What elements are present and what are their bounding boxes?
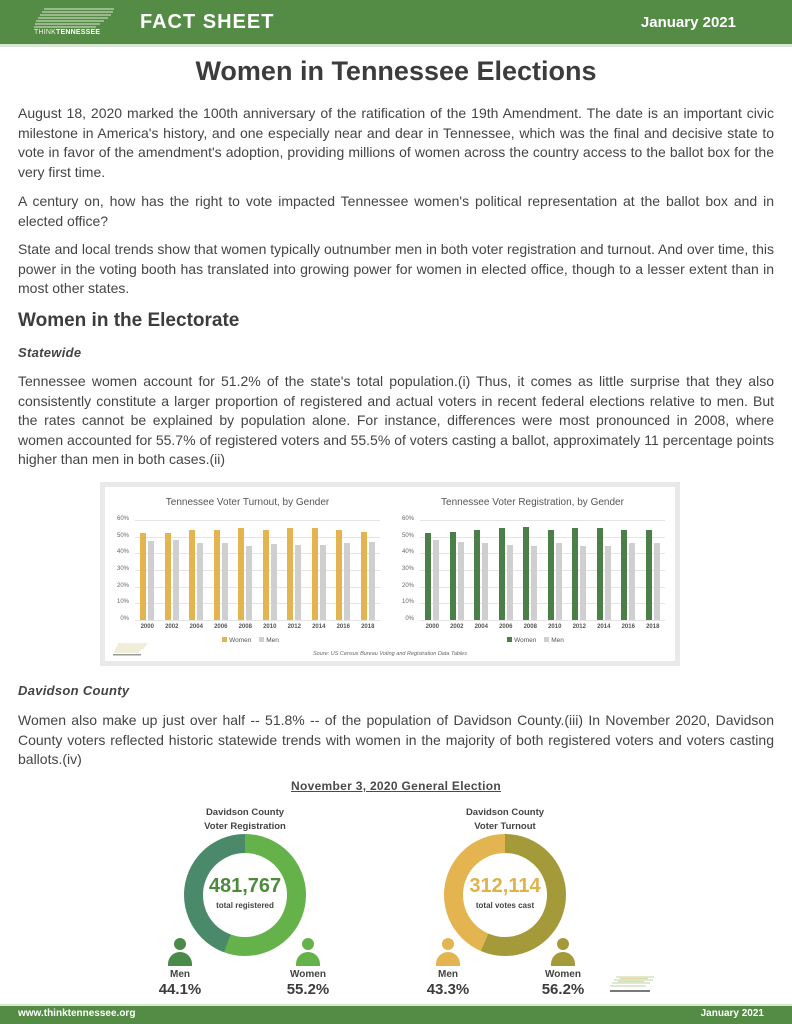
men-person-icon xyxy=(167,938,193,966)
bar-women xyxy=(572,528,578,621)
x-axis-tick: 2004 xyxy=(474,624,488,630)
bar-women xyxy=(450,532,456,620)
bar-men xyxy=(197,543,203,620)
women-label: Women xyxy=(290,969,326,980)
bar-group-2014 xyxy=(597,520,611,620)
header-date: January 2021 xyxy=(640,14,736,31)
bar-men xyxy=(433,540,439,620)
bar-men xyxy=(173,540,179,620)
bar-women xyxy=(336,530,342,620)
bar-women xyxy=(263,530,269,620)
x-axis-tick: 2018 xyxy=(646,624,660,630)
y-axis-tick: 10% xyxy=(401,599,414,606)
x-axis-tick: 2000 xyxy=(140,624,154,630)
intro-paragraph-3: State and local trends show that women typically outnumber men in both voter registration and turnout. And over time, this power in the voting booth has translated into growing power for women in elected office, though to a lesser extent than in most other states. xyxy=(18,241,774,296)
men-percentage: 44.1% xyxy=(158,981,202,998)
bar-women xyxy=(165,533,171,620)
y-axis-tick: 30% xyxy=(116,566,129,572)
bar-men xyxy=(246,546,252,620)
bar-group-2008 xyxy=(523,520,537,620)
x-axis-tick: 2016 xyxy=(621,624,635,630)
bar-women xyxy=(312,528,318,620)
women-label: Women xyxy=(545,969,581,980)
fact-sheet-label: FACT SHEET xyxy=(140,11,275,33)
bar-group-2000 xyxy=(425,520,439,620)
intro-paragraph-2: A century on, how has the right to vote impacted Tennessee women's political representation at the ballot box and in elected office? xyxy=(18,193,774,229)
bar-men xyxy=(556,543,562,620)
bar-group-2006 xyxy=(214,520,228,620)
bar-men xyxy=(605,546,611,620)
chart-plot-area xyxy=(401,516,665,622)
chart-source-note: Soure: US Census Bureau Voting and Registration Data Tables xyxy=(313,651,467,657)
bar-women xyxy=(361,532,367,620)
header-bar xyxy=(0,0,792,44)
women-percentage: 55.2% xyxy=(286,981,330,998)
bar-group-2012 xyxy=(287,520,301,620)
bar-group-2016 xyxy=(336,520,350,620)
x-axis-tick: 2014 xyxy=(312,624,326,630)
bar-men xyxy=(369,542,375,620)
bar-group-2018 xyxy=(361,520,375,620)
bar-women xyxy=(499,528,505,620)
legend-swatch-men xyxy=(544,637,549,642)
chart-plot-area xyxy=(116,516,380,622)
bar-group-2002 xyxy=(165,520,179,620)
section-heading-electorate: Women in the Electorate xyxy=(18,310,240,331)
y-axis-tick: 40% xyxy=(116,549,129,556)
subheading-davidson-county: Davidson County xyxy=(18,683,130,698)
bar-men xyxy=(531,546,537,620)
registration-donut-block xyxy=(120,806,370,1001)
election-title: November 3, 2020 General Election xyxy=(291,779,501,793)
x-axis-tick: 2008 xyxy=(523,624,537,630)
x-axis-tick: 2002 xyxy=(165,624,179,630)
footer-date: January 2021 xyxy=(700,1008,764,1019)
bar-group-2006 xyxy=(499,520,513,620)
bar-group-2016 xyxy=(621,520,635,620)
bar-women xyxy=(523,527,529,620)
women-person-icon xyxy=(550,938,576,966)
page-title: Women in Tennessee Elections xyxy=(195,56,597,86)
logo-wordmark: THINKTENNESSEE xyxy=(34,29,101,36)
bar-men xyxy=(222,543,228,620)
gridline xyxy=(420,620,665,621)
turnout-total-label: total votes cast xyxy=(475,901,535,910)
y-axis-tick: 30% xyxy=(401,566,414,572)
statewide-paragraph: Tennessee women account for 51.2% of the state's total population.(i) Thus, it comes as little surprise that they also consistently constitute a larger proportion of registered and actual voters in recent federal elections relative to men. But the rates cannot be explained by population alone. For instance, differences were most pronounced in 2008, where women accounted for 55.7% of registered voters and 55.5% of voters casting a ballot, approximately 11 percentage points higher than men in both cases.(ii) xyxy=(18,373,774,467)
y-axis-tick: 60% xyxy=(401,516,414,522)
bar-group-2004 xyxy=(189,520,203,620)
y-axis-tick: 50% xyxy=(401,532,414,539)
x-axis-tick: 2012 xyxy=(287,624,301,630)
registration-total: 481,767 xyxy=(208,875,282,897)
legend-swatch-men xyxy=(259,637,264,642)
bar-group-2012 xyxy=(572,520,586,620)
y-axis-tick: 60% xyxy=(116,516,129,522)
bar-women xyxy=(140,533,146,621)
men-label: Men xyxy=(438,969,458,980)
turnout-donut-chart xyxy=(444,834,566,956)
bar-men xyxy=(629,543,635,620)
bar-group-2010 xyxy=(263,520,277,620)
turnout-title: Davidson County Voter Turnout xyxy=(465,807,545,832)
bar-women xyxy=(621,530,627,620)
chart-title: Tennessee Voter Turnout, by Gender xyxy=(165,497,330,508)
bar-women xyxy=(474,530,480,620)
x-axis-tick: 2004 xyxy=(189,624,203,630)
y-axis-tick: 20% xyxy=(401,582,414,589)
bar-men xyxy=(580,546,586,620)
x-axis-tick: 2002 xyxy=(450,624,464,630)
x-axis-tick: 2010 xyxy=(263,624,277,630)
turnout-donut-block xyxy=(380,806,630,1001)
legend-swatch-women xyxy=(222,637,227,642)
bar-women xyxy=(646,530,652,620)
x-axis-tick: 2010 xyxy=(548,624,562,630)
bar-group-2004 xyxy=(474,520,488,620)
x-axis-ticks xyxy=(135,624,380,630)
chart-legend: Women Men xyxy=(390,637,675,644)
y-axis-tick: 40% xyxy=(401,549,414,556)
men-person-icon xyxy=(435,938,461,966)
bar-men xyxy=(654,543,660,620)
bar-men xyxy=(271,544,277,620)
think-tennessee-corner-logo-icon xyxy=(608,975,654,995)
y-axis-tick: 10% xyxy=(116,599,129,606)
header-divider xyxy=(0,44,792,47)
bar-women xyxy=(425,533,431,620)
x-axis-tick: 2014 xyxy=(597,624,611,630)
charts-inner xyxy=(105,487,675,661)
bar-women xyxy=(287,528,293,620)
y-axis-tick: 0% xyxy=(120,616,129,622)
registration-title: Davidson County Voter Registration xyxy=(204,807,286,832)
bar-women xyxy=(597,528,603,621)
chart-legend: Women Men xyxy=(105,637,390,644)
y-axis-tick: 0% xyxy=(405,616,414,622)
x-axis-tick: 2000 xyxy=(425,624,439,630)
footer-bar xyxy=(0,1006,792,1024)
x-axis-tick: 2018 xyxy=(361,624,375,630)
bar-women xyxy=(214,530,220,620)
x-axis-ticks xyxy=(420,624,665,630)
intro-paragraph-1: August 18, 2020 marked the 100th anniversary of the ratification of the 19th Amendment. The date is an important civic milestone in America's history, and one especially near and dear in Tennessee, which was the final and decisive state to vote in favor of the amendment's adoption, providing millions of women across the country access to the ballot box for the very first time. xyxy=(18,105,774,180)
x-axis-tick: 2008 xyxy=(238,624,252,630)
bar-men xyxy=(295,545,301,620)
statewide-charts-panel xyxy=(100,482,680,666)
registration-bar-chart xyxy=(390,487,675,661)
bar-group-2010 xyxy=(548,520,562,620)
x-axis-tick: 2006 xyxy=(214,624,228,630)
legend-swatch-women xyxy=(507,637,512,642)
men-percentage: 43.3% xyxy=(426,981,470,998)
turnout-total: 312,114 xyxy=(469,875,541,897)
footer-website-link[interactable]: www.thinktennessee.org xyxy=(18,1008,136,1019)
bar-women xyxy=(548,530,554,620)
bar-men xyxy=(148,541,154,620)
y-axis-tick: 50% xyxy=(116,532,129,539)
bar-group-2014 xyxy=(312,520,326,620)
davidson-paragraph: Women also make up just over half -- 51.8% -- of the population of Davidson County.(iii) In November 2020, Davidson County voters reflected historic statewide trends with women in the majority of both registered voters and voters casting ballots.(iv) xyxy=(18,712,774,767)
bar-men xyxy=(482,543,488,620)
bar-men xyxy=(344,543,350,620)
gridline xyxy=(135,620,380,621)
bar-men xyxy=(458,542,464,620)
y-axis-tick: 20% xyxy=(116,582,129,589)
bar-men xyxy=(507,545,513,620)
bar-group-2002 xyxy=(450,520,464,620)
x-axis-tick: 2012 xyxy=(572,624,586,630)
chart-title: Tennessee Voter Registration, by Gender xyxy=(441,497,624,508)
registration-total-label: total registered xyxy=(216,901,274,910)
bar-group-2008 xyxy=(238,520,252,620)
registration-donut-chart xyxy=(184,834,306,956)
tennessee-stripes-icon xyxy=(34,7,114,29)
think-tennessee-logo xyxy=(34,7,114,39)
bar-group-2018 xyxy=(646,520,660,620)
x-axis-tick: 2016 xyxy=(336,624,350,630)
bar-group-2000 xyxy=(140,520,154,620)
bar-women xyxy=(238,528,244,621)
women-percentage: 56.2% xyxy=(541,981,585,998)
turnout-bar-chart xyxy=(105,487,390,661)
bar-men xyxy=(320,545,326,620)
x-axis-tick: 2006 xyxy=(499,624,513,630)
men-label: Men xyxy=(170,969,190,980)
subheading-statewide: Statewide xyxy=(18,345,82,360)
women-person-icon xyxy=(295,938,321,966)
bar-women xyxy=(189,530,195,620)
